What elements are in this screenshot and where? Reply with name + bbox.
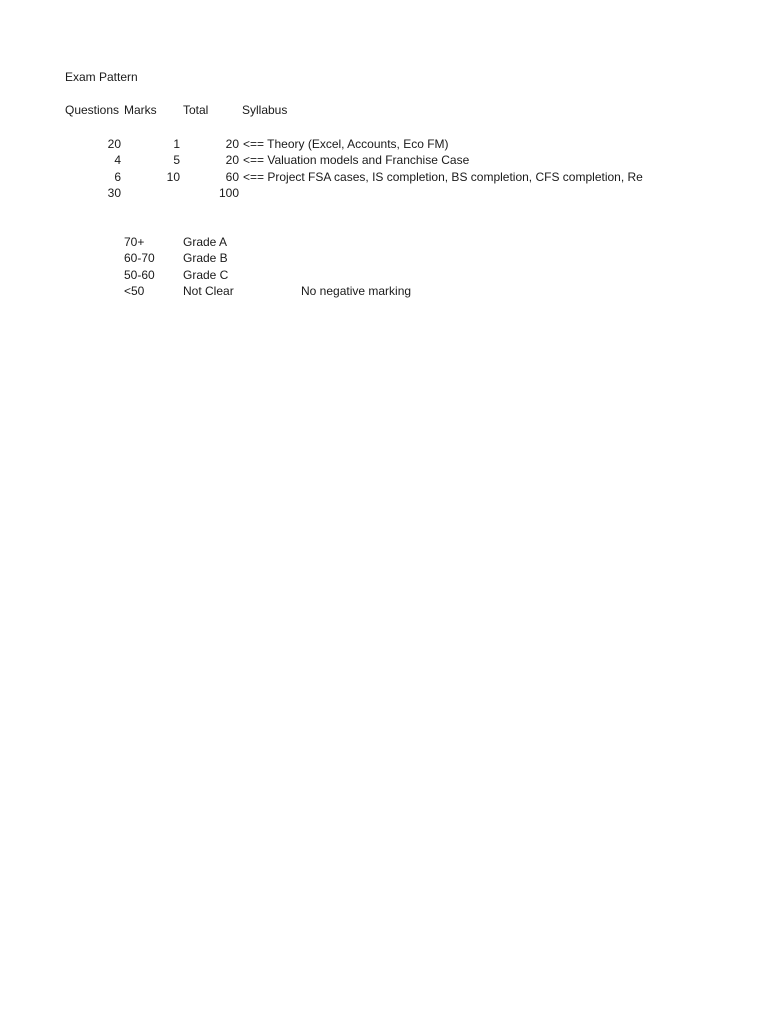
row-2-syllabus: <== Valuation models and Franchise Case: [243, 153, 470, 167]
row-3-total: 60: [225, 170, 239, 184]
grade-range-2: 60-70: [124, 251, 155, 265]
row-2-marks: 5: [173, 153, 180, 167]
grade-label-4: Not Clear: [183, 284, 234, 298]
grade-label-1: Grade A: [183, 235, 228, 249]
row-2-total: 20: [225, 153, 239, 167]
total-marks: 100: [218, 186, 239, 200]
row-3-syllabus: <== Project FSA cases, IS completion, BS completion, CFS completion, Re: [243, 170, 643, 184]
row-1-marks: 1: [173, 137, 180, 151]
negative-marking-note: No negative marking: [301, 284, 412, 298]
grade-label-3: Grade C: [183, 268, 229, 282]
header-syllabus: Syllabus: [242, 103, 288, 117]
sheet-title: Exam Pattern: [65, 70, 138, 84]
total-questions: 30: [107, 186, 121, 200]
row-1-questions: 20: [107, 137, 121, 151]
row-2-questions: 4: [114, 153, 121, 167]
grade-label-2: Grade B: [183, 251, 228, 265]
row-3-questions: 6: [114, 170, 121, 184]
header-total: Total: [183, 103, 209, 117]
header-questions: Questions: [65, 103, 120, 117]
grade-range-4: <50: [124, 284, 145, 298]
header-marks: Marks: [124, 103, 157, 117]
row-3-marks: 10: [166, 170, 180, 184]
grade-range-1: 70+: [124, 235, 145, 249]
row-1-syllabus: <== Theory (Excel, Accounts, Eco FM): [243, 137, 449, 151]
row-1-total: 20: [225, 137, 239, 151]
grade-range-3: 50-60: [124, 268, 155, 282]
